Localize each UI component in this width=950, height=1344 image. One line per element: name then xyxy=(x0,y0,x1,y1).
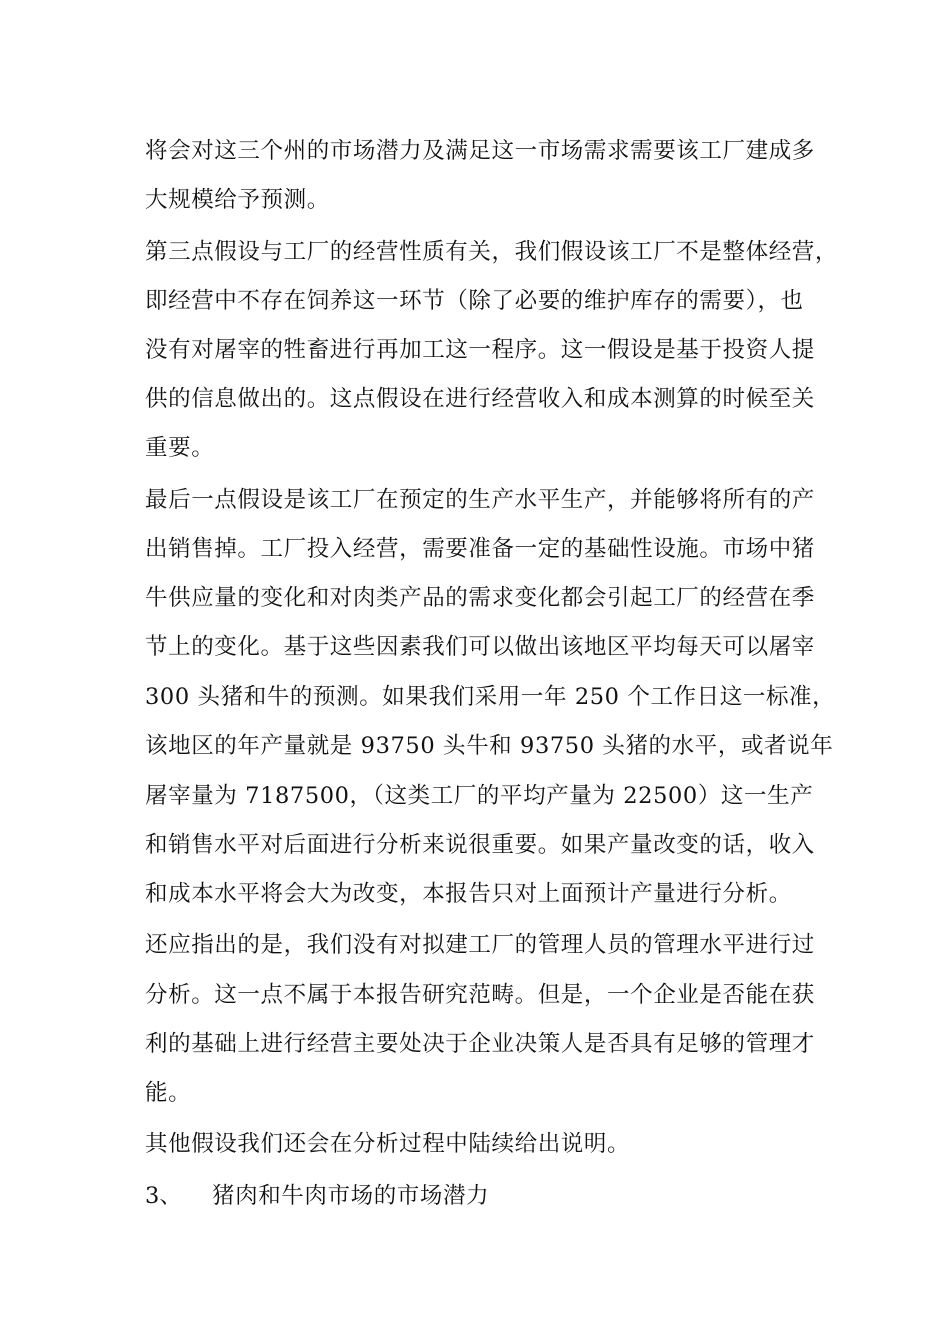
section-heading-title: 猪肉和牛肉市场的市场潜力 xyxy=(212,1183,490,1209)
text-line: 供的信息做出的。这点假设在进行经营收入和成本测算的时候至关 xyxy=(145,386,815,412)
text-line: 分析。这一点不属于本报告研究范畴。但是，一个企业是否能在获 xyxy=(145,982,815,1008)
text-line: 还应指出的是，我们没有对拟建工厂的管理人员的管理水平进行过 xyxy=(145,932,815,958)
text-line: 没有对屠宰的牲畜进行再加工这一程序。这一假设是基于投资人提 xyxy=(145,337,815,363)
text-line: 屠宰量为 7187500，（这类工厂的平均产量为 22500）这一生产 xyxy=(145,783,814,809)
text-line: 出销售掉。工厂投入经营，需要准备一定的基础性设施。市场中猪 xyxy=(145,536,815,562)
text-line: 能。 xyxy=(145,1080,192,1106)
text-line: 其他假设我们还会在分析过程中陆续给出说明。 xyxy=(145,1131,631,1157)
text-line: 将会对这三个州的市场潜力及满足这一市场需求需要该工厂建成多 xyxy=(145,138,815,164)
text-line: 和成本水平将会大为改变，本报告只对上面预计产量进行分析。 xyxy=(145,881,792,907)
section-heading-number: 3、 xyxy=(145,1183,182,1209)
text-line: 最后一点假设是该工厂在预定的生产水平生产，并能够将所有的产 xyxy=(145,487,815,513)
text-line: 第三点假设与工厂的经营性质有关，我们假设该工厂不是整体经营， xyxy=(145,239,839,265)
text-line: 和销售水平对后面进行分析来说很重要。如果产量改变的话，收入 xyxy=(145,832,815,858)
text-line: 节上的变化。基于这些因素我们可以做出该地区平均每天可以屠宰 xyxy=(145,634,815,660)
text-line: 重要。 xyxy=(145,435,215,461)
text-line: 利的基础上进行经营主要处决于企业决策人是否具有足够的管理才 xyxy=(145,1031,815,1057)
text-line: 该地区的年产量就是 93750 头牛和 93750 头猪的水平，或者说年 xyxy=(145,733,834,759)
text-line: 即经营中不存在饲养这一环节（除了必要的维护库存的需要），也 xyxy=(145,288,804,314)
text-line: 大规模给予预测。 xyxy=(145,187,330,213)
text-line: 牛供应量的变化和对肉类产品的需求变化都会引起工厂的经营在季 xyxy=(145,585,815,611)
text-line: 300 头猪和牛的预测。如果我们采用一年 250 个工作日这一标准， xyxy=(145,684,836,710)
